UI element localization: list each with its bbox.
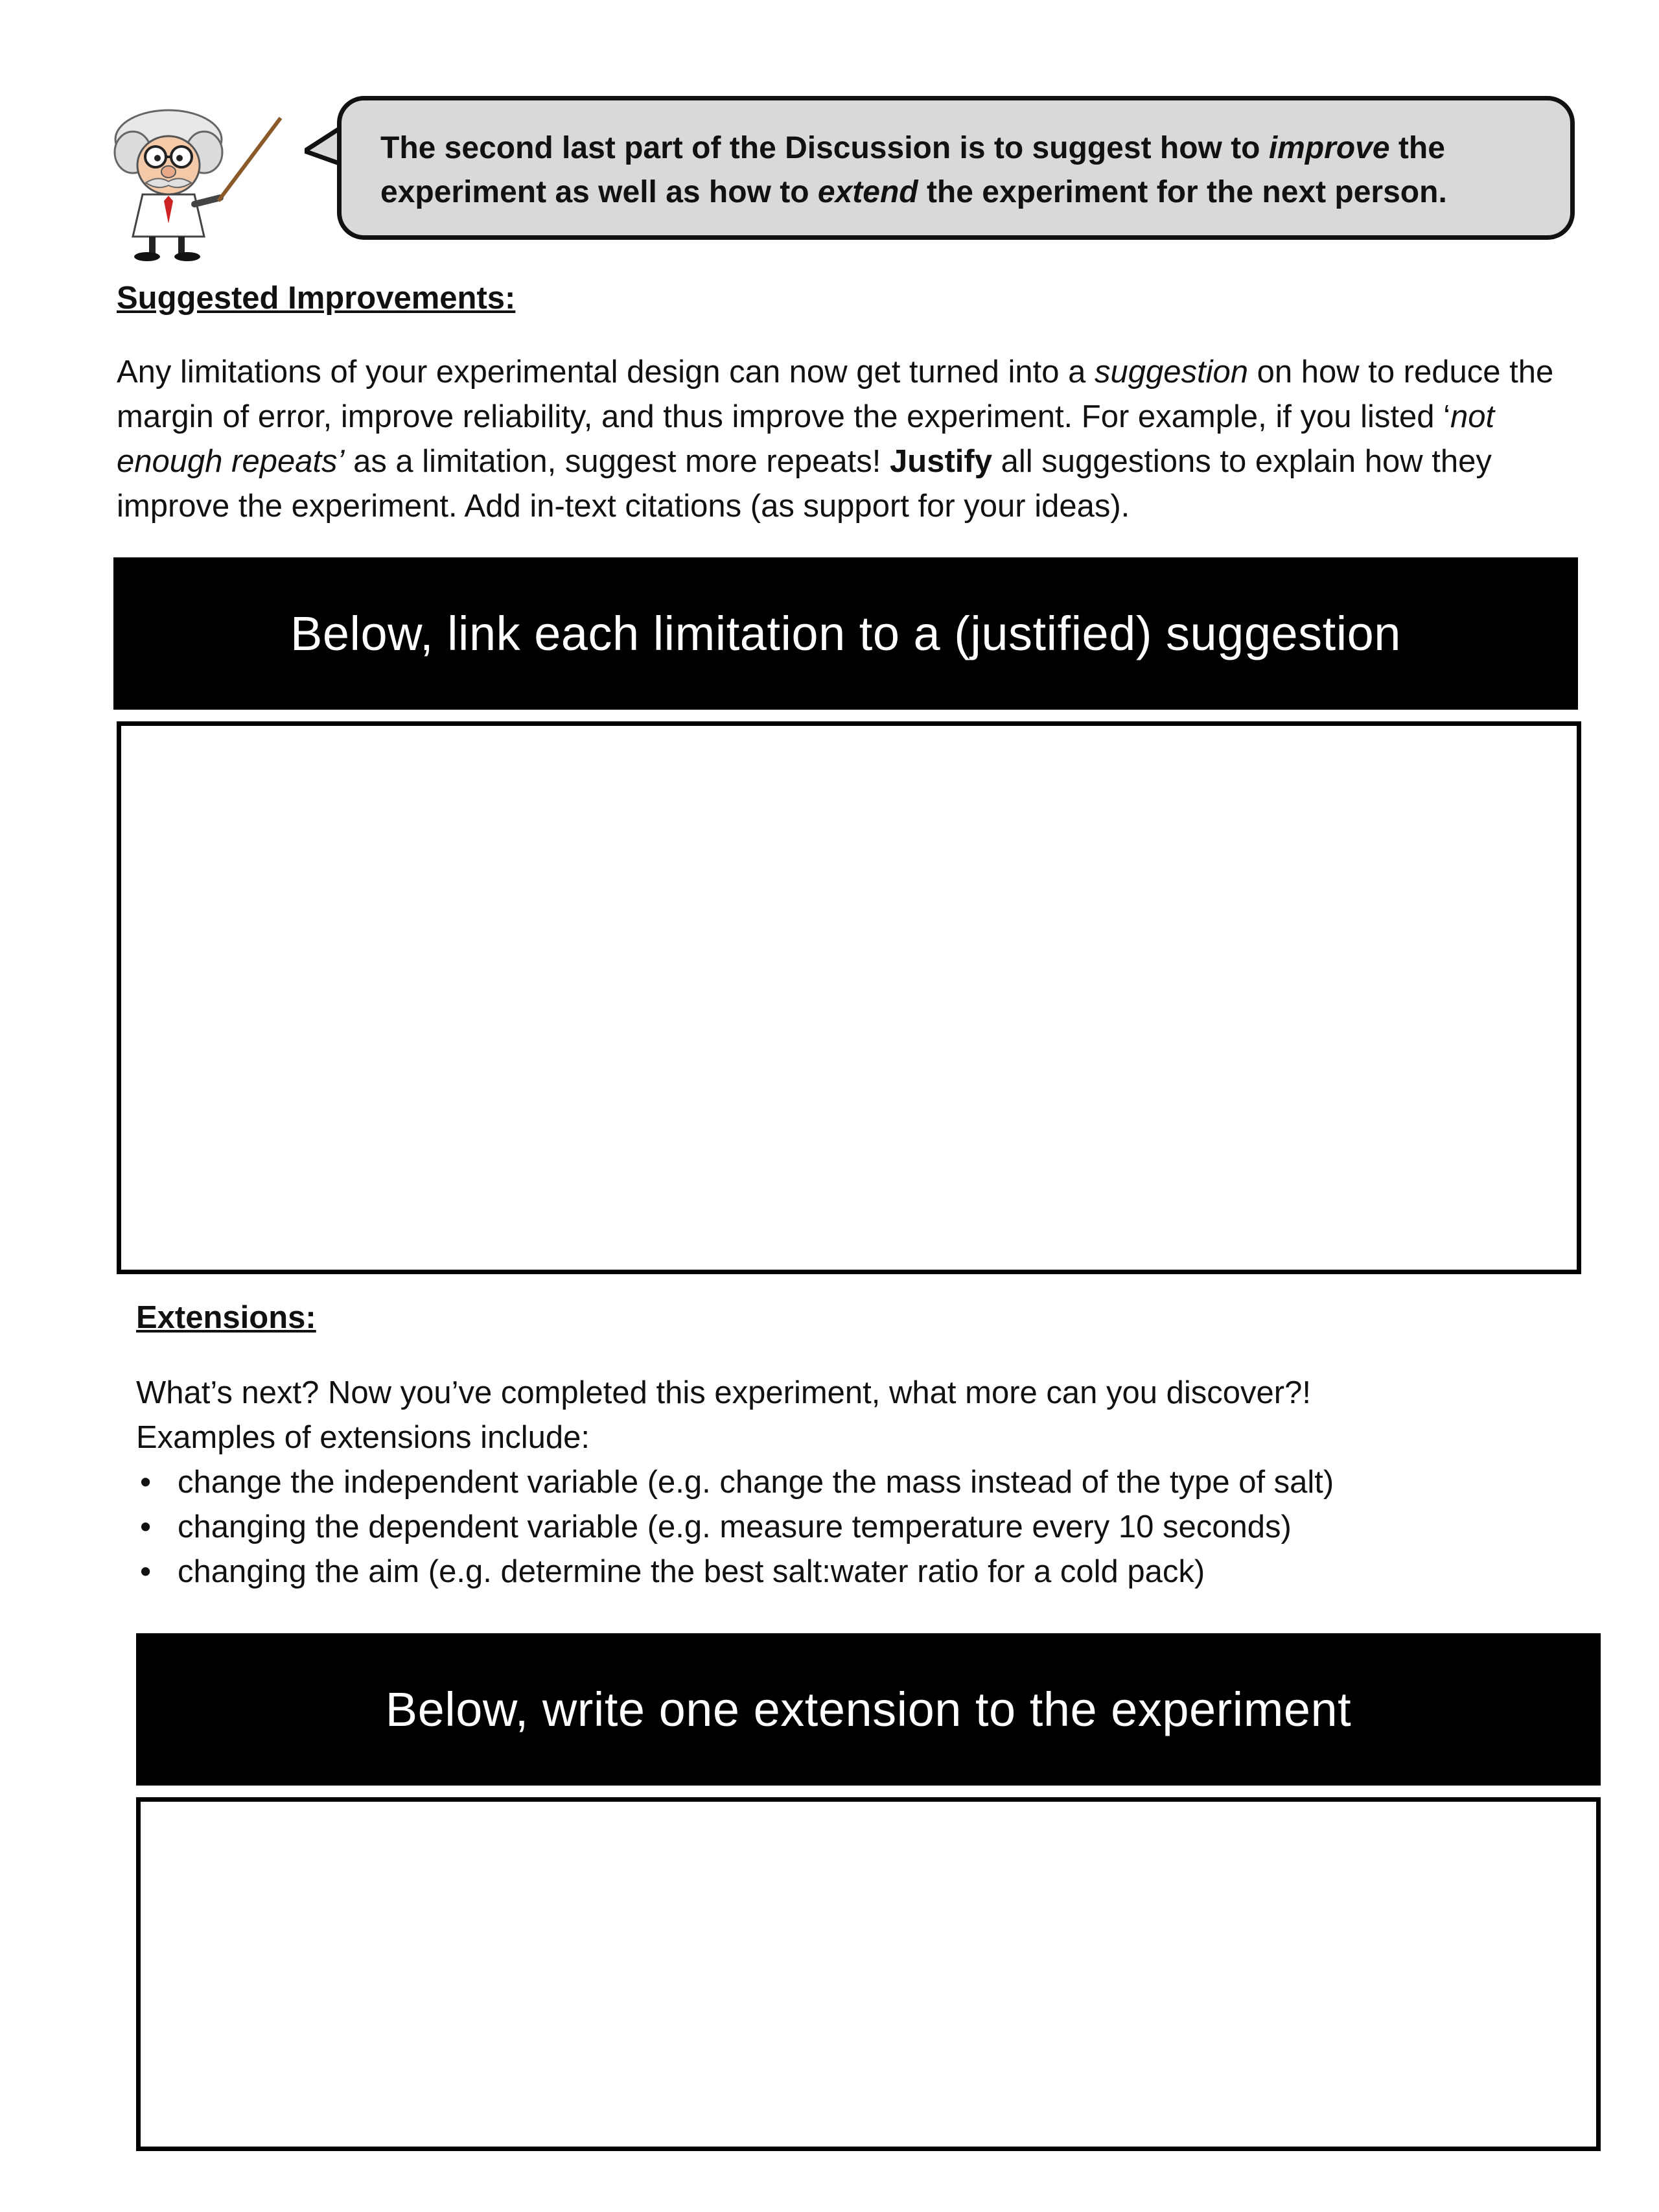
list-item-text: change the independent variable (e.g. change the mass instead of the type of salt) — [178, 1465, 1334, 1500]
list-item — [136, 1460, 1581, 1505]
extensions-examples-list — [136, 1460, 1581, 1594]
improvements-text-2: on how to reduce the margin of error, improve reliability, and thus improve the experiment. For example, if you listed ‘ — [117, 355, 1554, 434]
bubble-text-3: the experiment for the next person. — [918, 175, 1447, 209]
improvements-text-3: as a limitation, suggest more repeats! — [344, 444, 890, 479]
bubble-text-2: the experiment as well as how to — [380, 131, 1445, 209]
list-item-text: changing the dependent variable (e.g. measure temperature every 10 seconds) — [178, 1509, 1292, 1544]
improvements-bold-justify: Justify — [890, 444, 992, 479]
improvements-heading: Suggested Improvements: — [117, 281, 516, 316]
bubble-emphasis-extend: extend — [817, 175, 918, 209]
extensions-heading: Extensions: — [136, 1300, 316, 1335]
extensions-line-2: Examples of extensions include: — [136, 1420, 590, 1455]
list-item-text: changing the aim (e.g. determine the best salt:water ratio for a cold pack) — [178, 1554, 1205, 1589]
list-item — [136, 1550, 1581, 1594]
professor-pointer-icon — [107, 104, 301, 266]
improvements-paragraph — [117, 350, 1562, 529]
extensions-line-1: What’s next? Now you’ve completed this experiment, what more can you discover?! — [136, 1375, 1311, 1410]
extensions-answer-box[interactable] — [136, 1797, 1601, 2151]
bullet-icon: • — [140, 1509, 152, 1544]
bullet-icon: • — [140, 1465, 152, 1500]
extensions-paragraph — [136, 1371, 1581, 1460]
bubble-emphasis-improve: improve — [1268, 131, 1390, 165]
improvements-emphasis-repeats: not enough repeats’ — [117, 399, 1495, 479]
list-item — [136, 1505, 1581, 1550]
bubble-text-1: The second last part of the Discussion is to suggest how to — [380, 131, 1269, 165]
extensions-banner: Below, write one extension to the experiment — [136, 1633, 1601, 1786]
improvements-text-1: Any limitations of your experimental design can now get turned into a — [117, 355, 1095, 390]
bullet-icon: • — [140, 1554, 152, 1589]
improvements-emphasis-suggestion: suggestion — [1094, 355, 1248, 390]
improvements-answer-box[interactable] — [117, 721, 1581, 1274]
improvements-banner: Below, link each limitation to a (justified) suggestion — [113, 557, 1578, 710]
intro-speech-bubble — [337, 96, 1575, 240]
improvements-text-4: all suggestions to explain how they improve the experiment. Add in-text citations (as support for your ideas). — [117, 444, 1492, 524]
